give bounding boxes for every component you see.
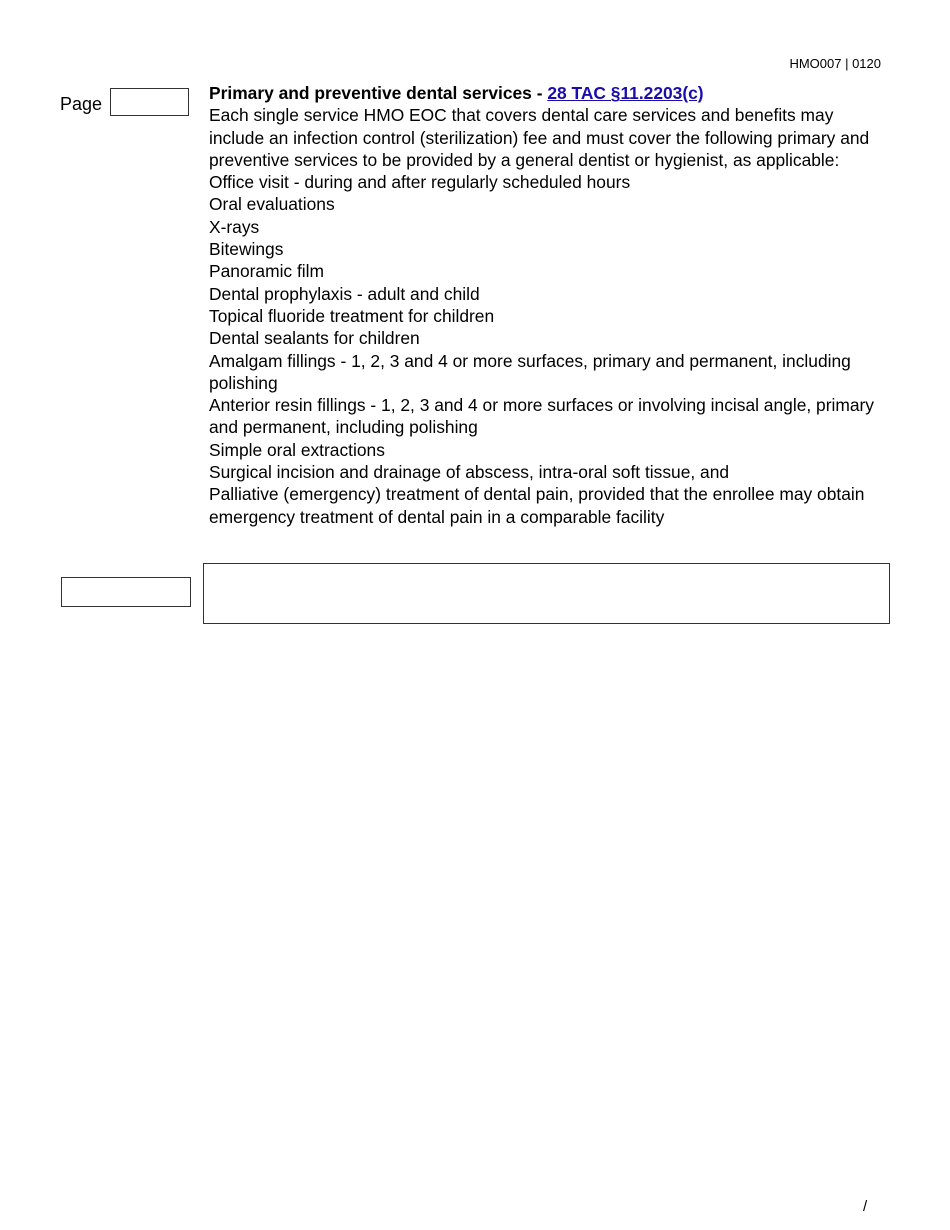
list-item: Panoramic film <box>209 261 325 282</box>
list-item: Dental prophylaxis - adult and child <box>209 283 480 304</box>
comment-textarea[interactable] <box>203 563 890 624</box>
services-list <box>209 171 893 528</box>
list-item: Amalgam fillings - 1, 2, 3 and 4 or more surfaces, primary and permanent, including polishing <box>209 350 851 393</box>
list-item: Palliative (emergency) treatment of dental pain, provided that the enrollee may obtain emergency treatment of dental pain in a comparable facility <box>209 484 865 527</box>
page-number-input[interactable] <box>110 88 189 116</box>
dental-services-section <box>209 82 893 528</box>
form-id: HMO007 | 0120 <box>789 56 881 71</box>
section-intro: Each single service HMO EOC that covers dental care services and benefits may include an infection control (sterilization) fee and must cover the following primary and preventive services to be provided by a general dentist or hygienist, as applicable: <box>209 105 870 170</box>
list-item: Dental sealants for children <box>209 328 420 349</box>
list-item: Topical fluoride treatment for children <box>209 305 495 326</box>
reference-input[interactable] <box>61 577 191 607</box>
list-item: Anterior resin fillings - 1, 2, 3 and 4 or more surfaces or involving incisal angle, primary and permanent, including polishing <box>209 395 874 438</box>
list-item: Simple oral extractions <box>209 439 385 460</box>
section-heading-text: Primary and preventive dental services - <box>209 83 548 103</box>
list-item: Oral evaluations <box>209 194 335 215</box>
list-item: X-rays <box>209 216 260 237</box>
section-heading <box>209 82 893 104</box>
list-item: Surgical incision and drainage of abscess, intra-oral soft tissue, and <box>209 462 730 483</box>
page-label: Page <box>60 94 103 114</box>
list-item: Office visit - during and after regularly scheduled hours <box>209 172 631 193</box>
rule-citation-link[interactable]: 28 TAC §11.2203(c) <box>547 83 704 103</box>
list-item: Bitewings <box>209 239 284 260</box>
page-count-separator: / <box>863 1198 868 1215</box>
